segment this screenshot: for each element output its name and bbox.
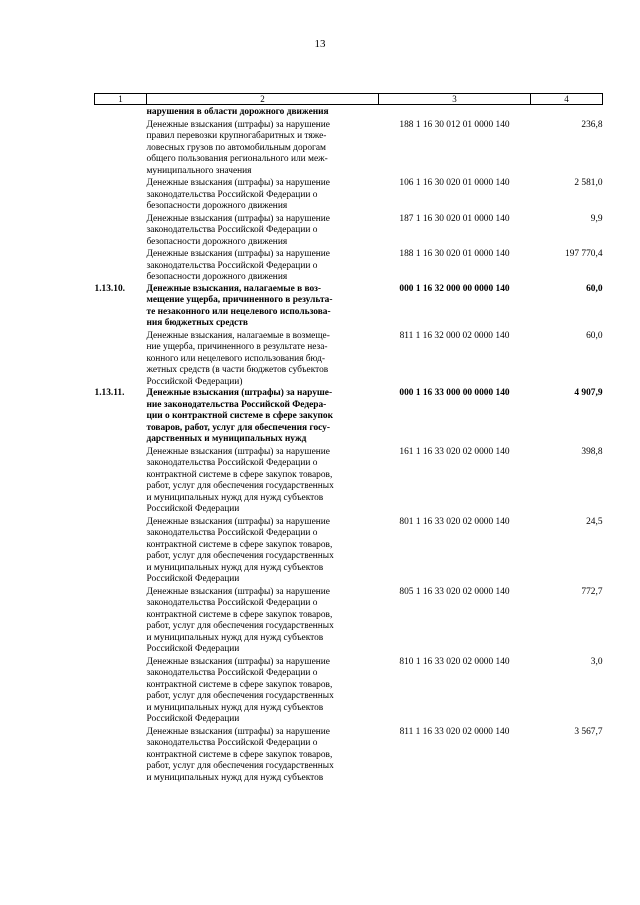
row-number <box>95 726 147 785</box>
row-code: 187 1 16 30 020 01 0000 140 <box>399 213 510 224</box>
row-amount: 60,0 <box>586 283 603 294</box>
header-col-4: 4 <box>531 94 603 105</box>
table-row <box>95 213 603 249</box>
row-name: Денежные взыскания (штрафы) за нарушение законодательства Российской Федерации о контрактной системе в сфере закупок товаров, работ, услуг для обеспечения государственных и муниципальных нужд для нужд субъектов Российской Федерации <box>146 586 334 654</box>
row-code: 161 1 16 33 020 02 0000 140 <box>399 446 510 457</box>
table-row <box>95 119 603 178</box>
row-name: Денежные взыскания (штрафы) за нарушение законодательства Российской Федерации о безопасности дорожного движения <box>146 178 330 211</box>
row-amount: 4 907,9 <box>574 388 603 398</box>
row-number <box>95 330 147 389</box>
row-number <box>95 446 147 516</box>
header-col-2: 2 <box>147 94 379 105</box>
row-amount: 772,7 <box>581 586 603 597</box>
row-code: 805 1 16 33 020 02 0000 140 <box>399 586 510 597</box>
row-number: 1.13.11. <box>94 388 125 398</box>
table-row <box>95 330 603 389</box>
row-code <box>379 105 531 119</box>
row-amount: 3,0 <box>590 656 603 667</box>
table-row <box>95 726 603 785</box>
row-amount <box>531 105 603 119</box>
row-number <box>95 656 147 726</box>
row-amount: 236,8 <box>581 119 603 130</box>
row-number <box>95 177 147 213</box>
row-name: Денежные взыскания (штрафы) за нарушение законодательства Российской Федерации о контрактной системе в сфере закупок товаров, работ, услуг для обеспечения государственных и муниципальных нужд для нужд субъектов <box>146 726 334 783</box>
row-amount: 3 567,7 <box>574 726 603 737</box>
row-name: Денежные взыскания (штрафы) за нарушение законодательства Российской Федерации о контрактной системе в сфере закупок товаров, работ, услуг для обеспечения государственных и муниципальных нужд для нужд субъектов Российской Федерации <box>146 446 334 514</box>
page-number: 13 <box>314 38 326 50</box>
header-col-1: 1 <box>95 94 147 105</box>
row-number <box>95 119 147 178</box>
table-row <box>95 586 603 656</box>
row-amount: 398,8 <box>581 446 603 457</box>
row-name: Денежные взыскания, налагаемые в воз- мещение ущерба, причиненного в результа- те незаконного или нецелевого использова- ния бюджетных средств <box>146 283 333 328</box>
row-name: Денежные взыскания (штрафы) за нарушение законодательства Российской Федерации о безопасности дорожного движения <box>146 213 330 247</box>
header-row <box>95 94 603 105</box>
table-row <box>95 656 603 726</box>
row-number <box>95 586 147 656</box>
row-number: 1.13.10. <box>94 283 125 294</box>
row-name: Денежные взыскания (штрафы) за наруше- ние законодательства Российской Федера- ции о контрактной системе в сфере закупок товаров, работ, услуг для обеспечения госу- дарственных и муниципальных нужд <box>146 388 334 444</box>
row-name: Денежные взыскания (штрафы) за нарушение правил перевозки крупногабаритных и тяже- ловесных грузов по автомобильным дорогам общего пользования регионального или меж- муниципального значения <box>146 119 330 176</box>
row-code: 801 1 16 33 020 02 0000 140 <box>399 516 510 527</box>
row-name: нарушения в области дорожного движения <box>146 107 329 117</box>
table-body <box>95 105 603 785</box>
row-code: 188 1 16 30 020 01 0000 140 <box>399 249 510 259</box>
table-row <box>95 446 603 516</box>
row-number <box>95 248 147 284</box>
revenue-table <box>94 93 603 784</box>
row-amount: 24,5 <box>586 516 603 527</box>
row-name: Денежные взыскания (штрафы) за нарушение законодательства Российской Федерации о контрактной системе в сфере закупок товаров, работ, услуг для обеспечения государственных и муниципальных нужд для нужд субъектов Российской Федерации <box>146 656 334 724</box>
row-code: 811 1 16 32 000 02 0000 140 <box>399 330 510 341</box>
row-code: 106 1 16 30 020 01 0000 140 <box>399 178 510 188</box>
row-amount: 60,0 <box>586 330 603 341</box>
row-code: 188 1 16 30 012 01 0000 140 <box>399 119 510 130</box>
table-row <box>95 284 603 330</box>
row-code: 000 1 16 33 000 00 0000 140 <box>399 388 510 398</box>
row-code: 810 1 16 33 020 02 0000 140 <box>399 656 510 667</box>
row-code: 811 1 16 33 020 02 0000 140 <box>399 726 510 737</box>
table-row <box>95 105 603 119</box>
header-col-3: 3 <box>379 94 531 105</box>
table-row <box>95 177 603 213</box>
table-row <box>95 388 603 446</box>
row-name: Денежные взыскания (штрафы) за нарушение законодательства Российской Федерации о контрактной системе в сфере закупок товаров, работ, услуг для обеспечения государственных и муниципальных нужд для нужд субъектов Российской Федерации <box>146 516 334 584</box>
row-code: 000 1 16 32 000 00 0000 140 <box>399 283 510 294</box>
row-name: Денежные взыскания, налагаемые в возмеще- ние ущерба, причиненного в результате неза- конного или нецелевого использования бюд- жетных средств (в части бюджетов субъектов Российской Федерации) <box>146 330 330 387</box>
row-number <box>95 105 147 119</box>
row-number <box>95 213 147 249</box>
row-amount: 9,9 <box>590 213 603 224</box>
row-name: Денежные взыскания (штрафы) за нарушение законодательства Российской Федерации о безопасности дорожного движения <box>146 249 330 282</box>
row-amount: 2 581,0 <box>574 178 603 188</box>
row-number <box>95 516 147 586</box>
row-amount: 197 770,4 <box>565 249 603 259</box>
table-row <box>95 248 603 284</box>
table-row <box>95 516 603 586</box>
